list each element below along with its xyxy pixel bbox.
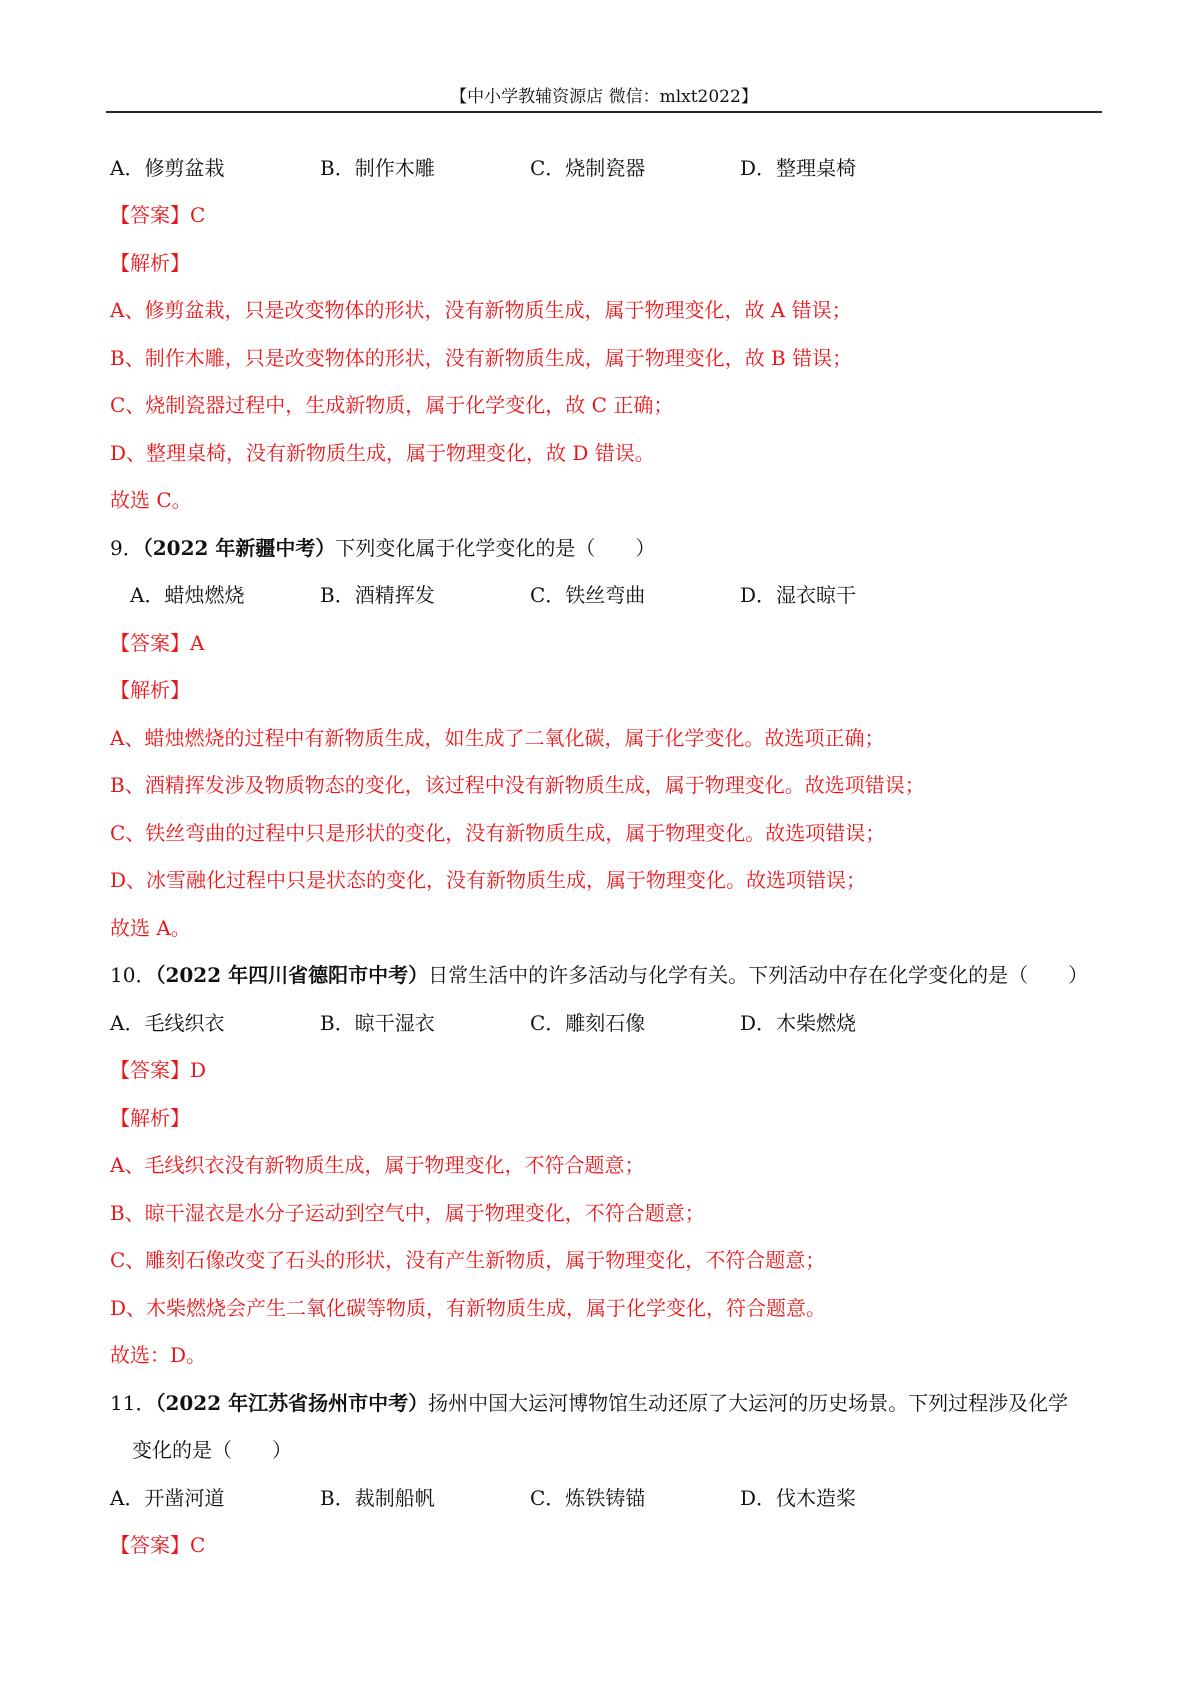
q10-option-a: A．毛线织衣	[110, 1011, 225, 1035]
page-header: 【中小学教辅资源店 微信：mlxt2022】	[450, 87, 758, 107]
q11-stem-text: 扬州中国大运河博物馆生动还原了大运河的历史场景。下列过程涉及化学	[428, 1391, 1069, 1415]
q8-analysis-c: C、烧制瓷器过程中，生成新物质，属于化学变化，故 C 正确；	[110, 393, 674, 417]
q8-analysis-d: D、整理桌椅，没有新物质生成，属于物理变化，故 D 错误。	[110, 441, 655, 465]
q10-source: （2022 年四川省德阳市中考）	[155, 963, 429, 987]
q9-option-a: A．蜡烛燃烧	[130, 583, 245, 607]
q8-analysis-b: B、制作木雕，只是改变物体的形状，没有新物质生成，属于物理变化，故 B 错误；	[110, 346, 853, 370]
q9-options	[110, 581, 950, 609]
q8-option-a: A．修剪盆栽	[110, 156, 225, 180]
q9-option-d: D．湿衣晾干	[740, 583, 857, 607]
q11-option-d: D．伐木造桨	[740, 1486, 857, 1510]
q11-options	[110, 1484, 950, 1512]
q9-answer: 【答案】A	[110, 631, 205, 655]
q9-analysis-a: A、蜡烛燃烧的过程中有新物质生成，如生成了二氧化碳，属于化学变化。故选项正确；	[110, 726, 885, 750]
q9-option-b: B．酒精挥发	[320, 583, 435, 607]
q11-stem-continued: 变化的是（ ）	[132, 1438, 292, 1462]
q9-analysis-label: 【解析】	[110, 678, 190, 702]
q8-answer: 【答案】C	[110, 203, 206, 227]
q10-analysis-label: 【解析】	[110, 1106, 190, 1130]
q9-stem	[110, 534, 655, 562]
q8-analysis-a: A、修剪盆栽，只是改变物体的形状，没有新物质生成，属于物理变化，故 A 错误；	[110, 298, 852, 322]
q8-option-c: C．烧制瓷器	[530, 156, 646, 180]
q8-conclusion: 故选 C。	[110, 488, 192, 512]
q10-option-c: C．雕刻石像	[530, 1011, 646, 1035]
q9-analysis-b: B、酒精挥发涉及物质物态的变化，该过程中没有新物质生成，属于物理变化。故选项错误；	[110, 773, 925, 797]
q11-option-b: B．裁制船帆	[320, 1486, 435, 1510]
q9-conclusion: 故选 A。	[110, 916, 191, 940]
q11-option-a: A．开凿河道	[110, 1486, 225, 1510]
q10-analysis-d: D、木柴燃烧会产生二氧化碳等物质，有新物质生成，属于化学变化，符合题意。	[110, 1296, 827, 1320]
header-divider	[106, 111, 1102, 113]
q10-number: 10．	[110, 963, 156, 987]
q10-options	[110, 1009, 950, 1037]
q11-number: 11．	[110, 1391, 156, 1415]
q10-analysis-c: C、雕刻石像改变了石头的形状，没有产生新物质，属于物理变化，不符合题意；	[110, 1248, 826, 1272]
q8-option-b: B．制作木雕	[320, 156, 435, 180]
q10-option-b: B．晾干湿衣	[320, 1011, 435, 1035]
q10-stem-text: 日常生活中的许多活动与化学有关。下列活动中存在化学变化的是（ ）	[428, 963, 1089, 987]
q9-source: （2022 年新疆中考）	[142, 536, 336, 560]
q8-option-d: D．整理桌椅	[740, 156, 857, 180]
q9-stem-text: 下列变化属于化学变化的是（ ）	[335, 536, 656, 560]
q10-answer: 【答案】D	[110, 1058, 207, 1082]
q9-number: 9．	[110, 536, 143, 560]
q9-option-c: C．铁丝弯曲	[530, 583, 646, 607]
q10-option-d: D．木柴燃烧	[740, 1011, 857, 1035]
q10-analysis-a: A、毛线织衣没有新物质生成，属于物理变化，不符合题意；	[110, 1153, 645, 1177]
q11-stem	[110, 1389, 1068, 1417]
q10-stem	[110, 961, 1088, 989]
q9-analysis-c: C、铁丝弯曲的过程中只是形状的变化，没有新物质生成，属于物理变化。故选项错误；	[110, 821, 886, 845]
q11-answer: 【答案】C	[110, 1533, 206, 1557]
q8-options	[110, 154, 950, 182]
q9-analysis-d: D、冰雪融化过程中只是状态的变化，没有新物质生成，属于物理变化。故选项错误；	[110, 868, 867, 892]
q10-conclusion: 故选：D。	[110, 1343, 207, 1367]
q8-analysis-label: 【解析】	[110, 251, 190, 275]
q10-analysis-b: B、晾干湿衣是水分子运动到空气中，属于物理变化，不符合题意；	[110, 1201, 705, 1225]
q11-option-c: C．炼铁铸锚	[530, 1486, 646, 1510]
q11-source: （2022 年江苏省扬州市中考）	[155, 1391, 429, 1415]
